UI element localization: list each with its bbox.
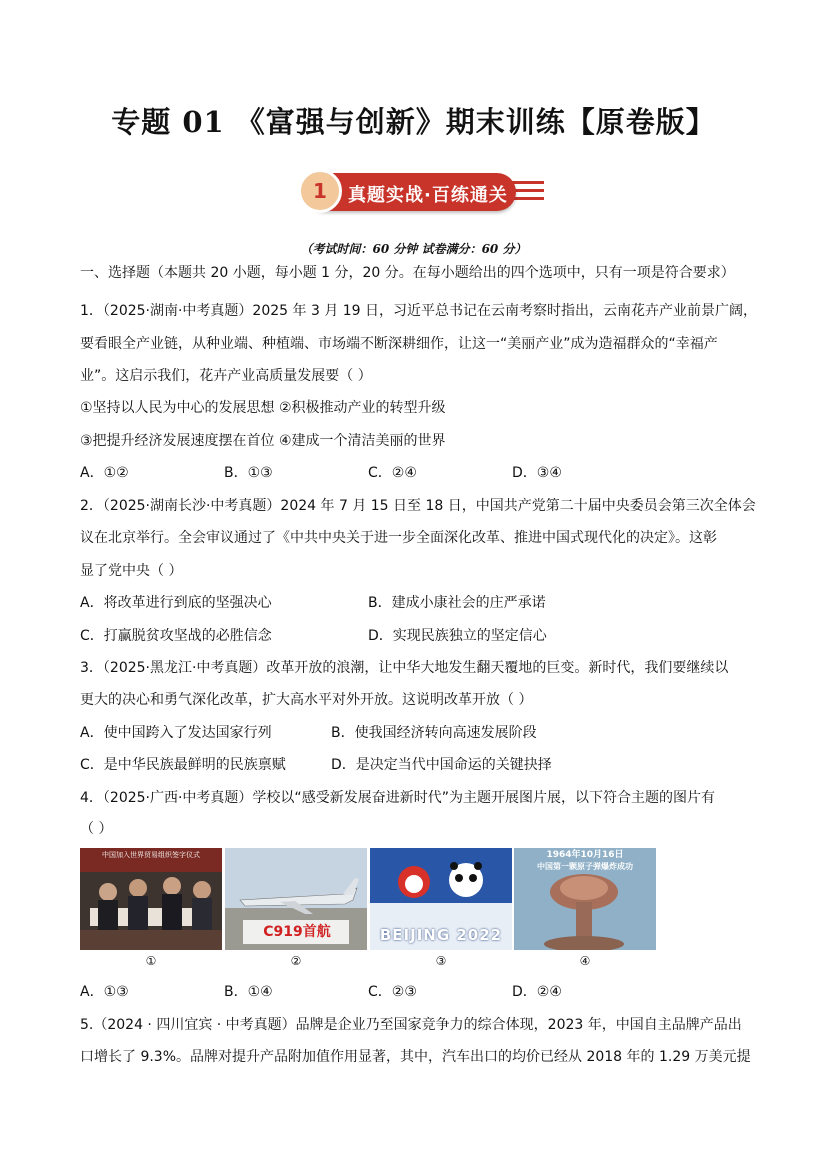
q1-line-3: 业”。这启示我们，花卉产业高质量发展要（ ） [80,368,372,384]
photo-label-4: ④ [579,954,591,968]
page-title: 专题 01 《富强与创新》期末训练【原卷版】 [111,105,716,139]
photo-label-2: ② [290,954,302,968]
photo-c919 [225,848,367,950]
q4-option-c[interactable]: C．②③ [368,984,417,1000]
q3-line-1: 3．（2025·黑龙江·中考真题）改革开放的浪潮，让中华大地发生翻天覆地的巨变。新时代，我们要继续以 [80,660,729,676]
q4-line-1: 4．（2025·广西·中考真题）学校以“感受新发展奋进新时代”为主题开展图片展，以下符合主题的图片有 [80,790,715,806]
q5-line-2: 口增长了 9.3%。品牌对提升产品附加值作用显著，其中，汽车出口的均价已经从 2018 年的 1.29 万美元提 [80,1049,751,1065]
photo-atomic-test [514,848,656,950]
q1-statement-2: ③把提升经济发展速度摆在首位 ④建成一个清洁美丽的世界 [80,433,446,449]
q1-option-d[interactable]: D．③④ [512,465,562,481]
atomic-caption: 中国第一颗原子弹爆炸成功 [537,862,633,871]
q3-line-2: 更大的决心和勇气深化改革，扩大高水平对外开放。这说明改革开放（ ） [80,692,533,708]
q1-line-2: 要看眼全产业链，从种业端、种植端、市场端不断深耕细作，让这一“美丽产业”成为造福群众的“幸福产 [80,336,718,352]
photo-beijing-2022 [370,848,512,950]
wto-photo-caption: 中国加入世界贸易组织签字仪式 [102,851,200,859]
q2-option-b[interactable]: B．建成小康社会的庄严承诺 [368,595,546,611]
q2-line-3: 显了党中央（ ） [80,563,183,579]
q2-line-2: 议在北京举行。全会审议通过了《中共中央关于进一步全面深化改革、推进中国式现代化的决定》。这彰 [80,530,717,546]
c919-photo-caption: C919首航 [263,924,331,940]
q2-option-a[interactable]: A．将改革进行到底的坚强决心 [80,595,272,611]
q4-line-2: （ ） [80,821,113,837]
banner-text: 真题实战·百练通关 [348,185,508,206]
section-heading: 一、选择题（本题共 20 小题，每小题 1 分，20 分。在每小题给出的四个选项中，只有一项是符合要求） [80,265,735,281]
q3-option-d[interactable]: D．是决定当代中国命运的关键抉择 [331,757,552,773]
photo-label-3: ③ [435,954,447,968]
q4-option-d[interactable]: D．②④ [512,984,562,1000]
q1-line-1: 1．（2025·湖南·中考真题）2025 年 3 月 19 日，习近平总书记在云南考察时指出，云南花卉产业前景广阔， [80,303,758,319]
q1-option-a[interactable]: A．①② [80,465,129,481]
q4-option-b[interactable]: B．①④ [224,984,273,1000]
atomic-date: 1964年10月16日 [546,850,624,860]
q1-option-c[interactable]: C．②④ [368,465,417,481]
wto-signing-illustration [80,848,222,950]
q1-option-b[interactable]: B．①③ [224,465,273,481]
q3-option-b[interactable]: B．使我国经济转向高速发展阶段 [331,725,537,741]
section-banner [298,165,544,217]
q1-statement-1: ①坚持以人民为中心的发展思想 ②积极推动产业的转型升级 [80,400,446,416]
banner-stripe [512,189,544,192]
q2-line-1: 2．（2025·湖南长沙·中考真题）2024 年 7 月 15 日至 18 日，中国共产党第二十届中央委员会第三次全体会 [80,498,756,514]
q2-option-d[interactable]: D．实现民族独立的坚定信心 [368,628,547,644]
q4-option-a[interactable]: A．①③ [80,984,129,1000]
q3-option-c[interactable]: C．是中华民族最鲜明的民族禀赋 [80,757,286,773]
exam-meta: （考试时间：60 分钟 试卷满分：60 分） [300,242,527,256]
photo-wto-signing [80,848,222,950]
q5-line-1: 5.（2024 · 四川宜宾 · 中考真题）品牌是企业乃至国家竞争力的综合体现，2023 年，中国自主品牌产品出 [80,1017,742,1033]
q2-option-c[interactable]: C．打赢脱贫攻坚战的必胜信念 [80,628,272,644]
q3-option-a[interactable]: A．使中国跨入了发达国家行列 [80,725,272,741]
banner-number: 1 [298,169,342,213]
beijing-2022-caption: BEIJING 2022 [379,926,503,944]
photo-label-1: ① [145,954,157,968]
